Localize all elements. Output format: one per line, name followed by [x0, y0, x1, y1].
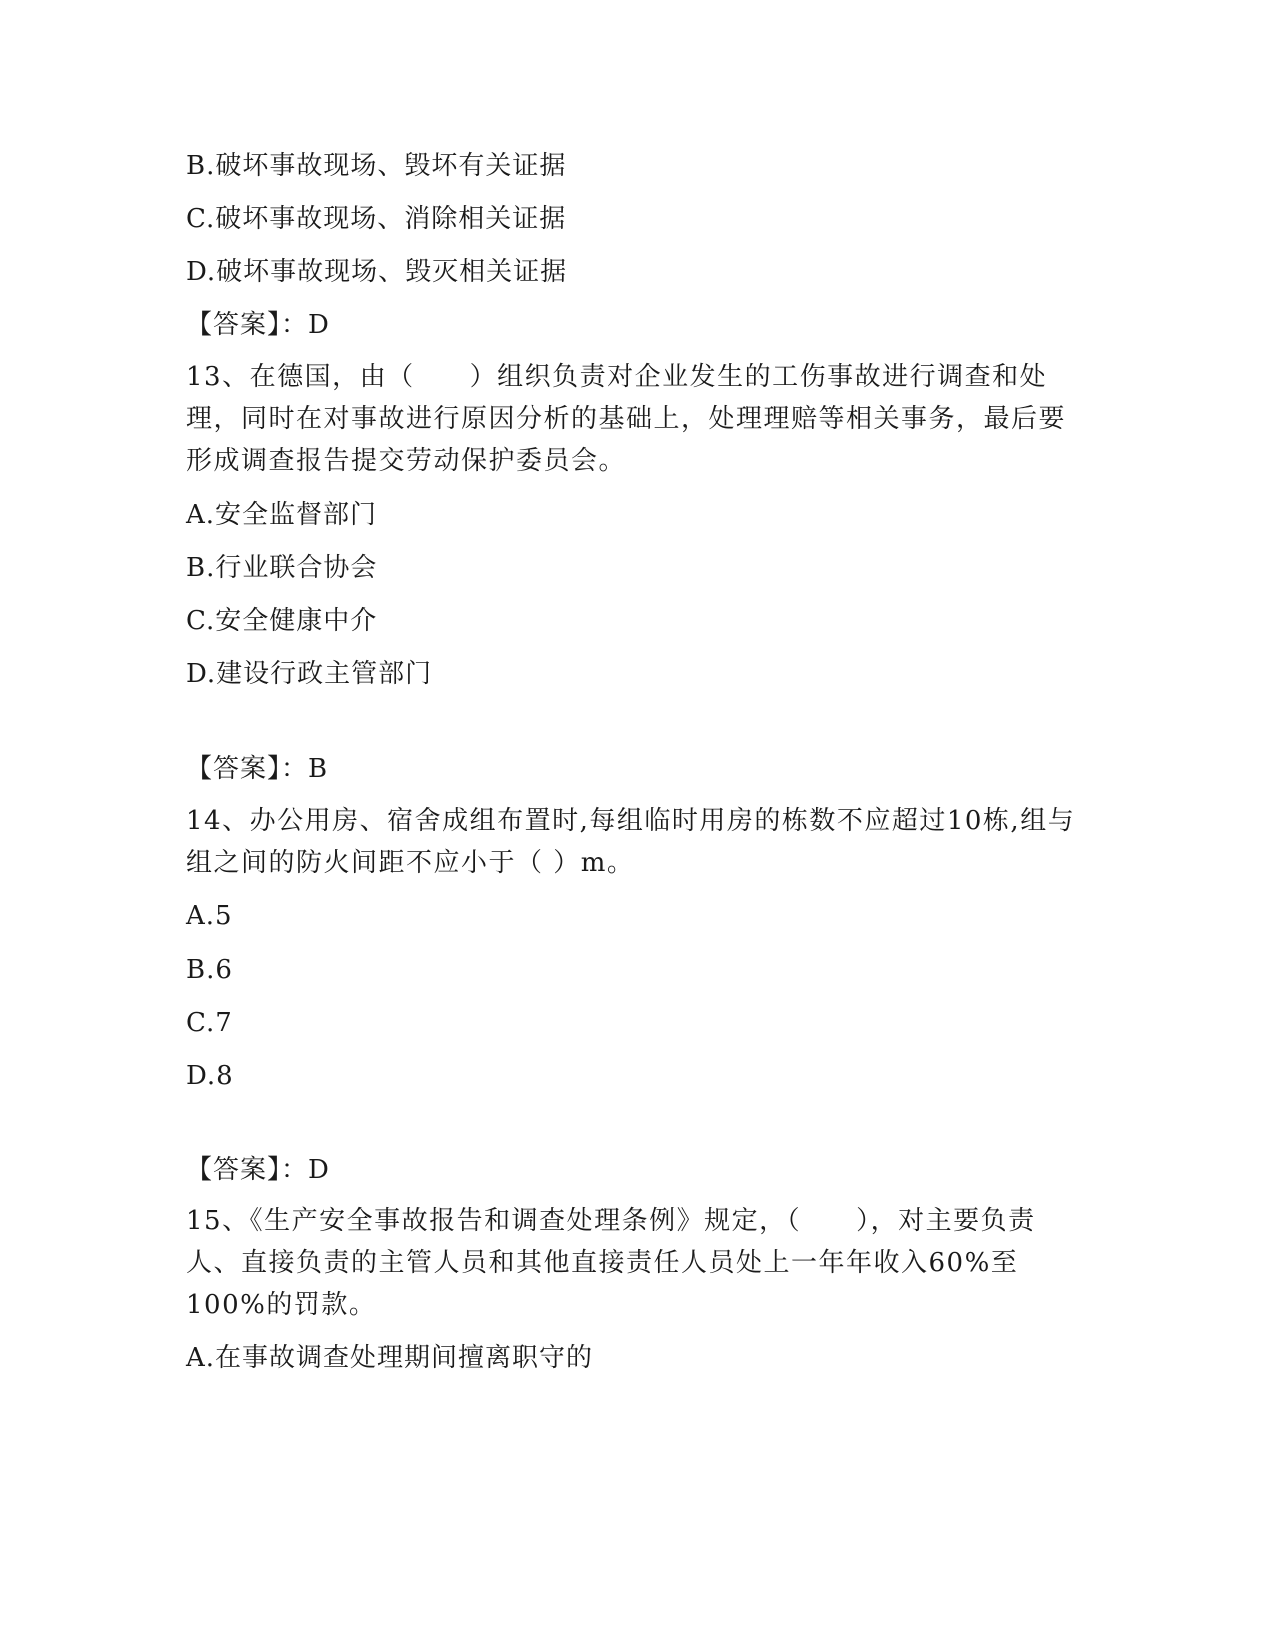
q15-option-a: A.在事故调查处理期间擅离职守的 — [186, 1343, 594, 1373]
q14-option-d: D.8 — [186, 1061, 234, 1091]
q14-option-c: C.7 — [186, 1008, 233, 1038]
question-15-text: 15、《生产安全事故报告和调查处理条例》规定，（ ），对主要负责人、直接负责的主管人员和其他直接责任人员处上一年年收入60%至100%的罚款。 — [186, 1206, 1036, 1320]
q13-option-b: B.行业联合协会 — [186, 553, 378, 583]
option-b-prev: B.破坏事故现场、毁坏有关证据 — [186, 151, 567, 181]
question-14-text: 14、办公用房、宿舍成组布置时,每组临时用房的栋数不应超过10栋,组与组之间的防火间距不应小于（ ）m。 — [186, 806, 1076, 878]
q14-option-b: B.6 — [186, 955, 233, 985]
option-c-prev: C.破坏事故现场、消除相关证据 — [186, 204, 567, 234]
answer-14: 【答案】：D — [186, 1155, 330, 1185]
question-13-text: 13、在德国，由（ ）组织负责对企业发生的工伤事故进行调查和处理，同时在对事故进行原因分析的基础上，处理理赔等相关事务，最后要形成调查报告提交劳动保护委员会。 — [186, 362, 1067, 476]
q14-option-a: A.5 — [186, 901, 233, 931]
q13-option-c: C.安全健康中介 — [186, 606, 378, 636]
q13-option-a: A.安全监督部门 — [186, 500, 378, 530]
answer-13: 【答案】：B — [186, 754, 329, 784]
q13-option-d: D.建设行政主管部门 — [186, 659, 433, 689]
option-d-prev: D.破坏事故现场、毁灭相关证据 — [186, 257, 568, 287]
answer-12: 【答案】：D — [186, 310, 330, 340]
